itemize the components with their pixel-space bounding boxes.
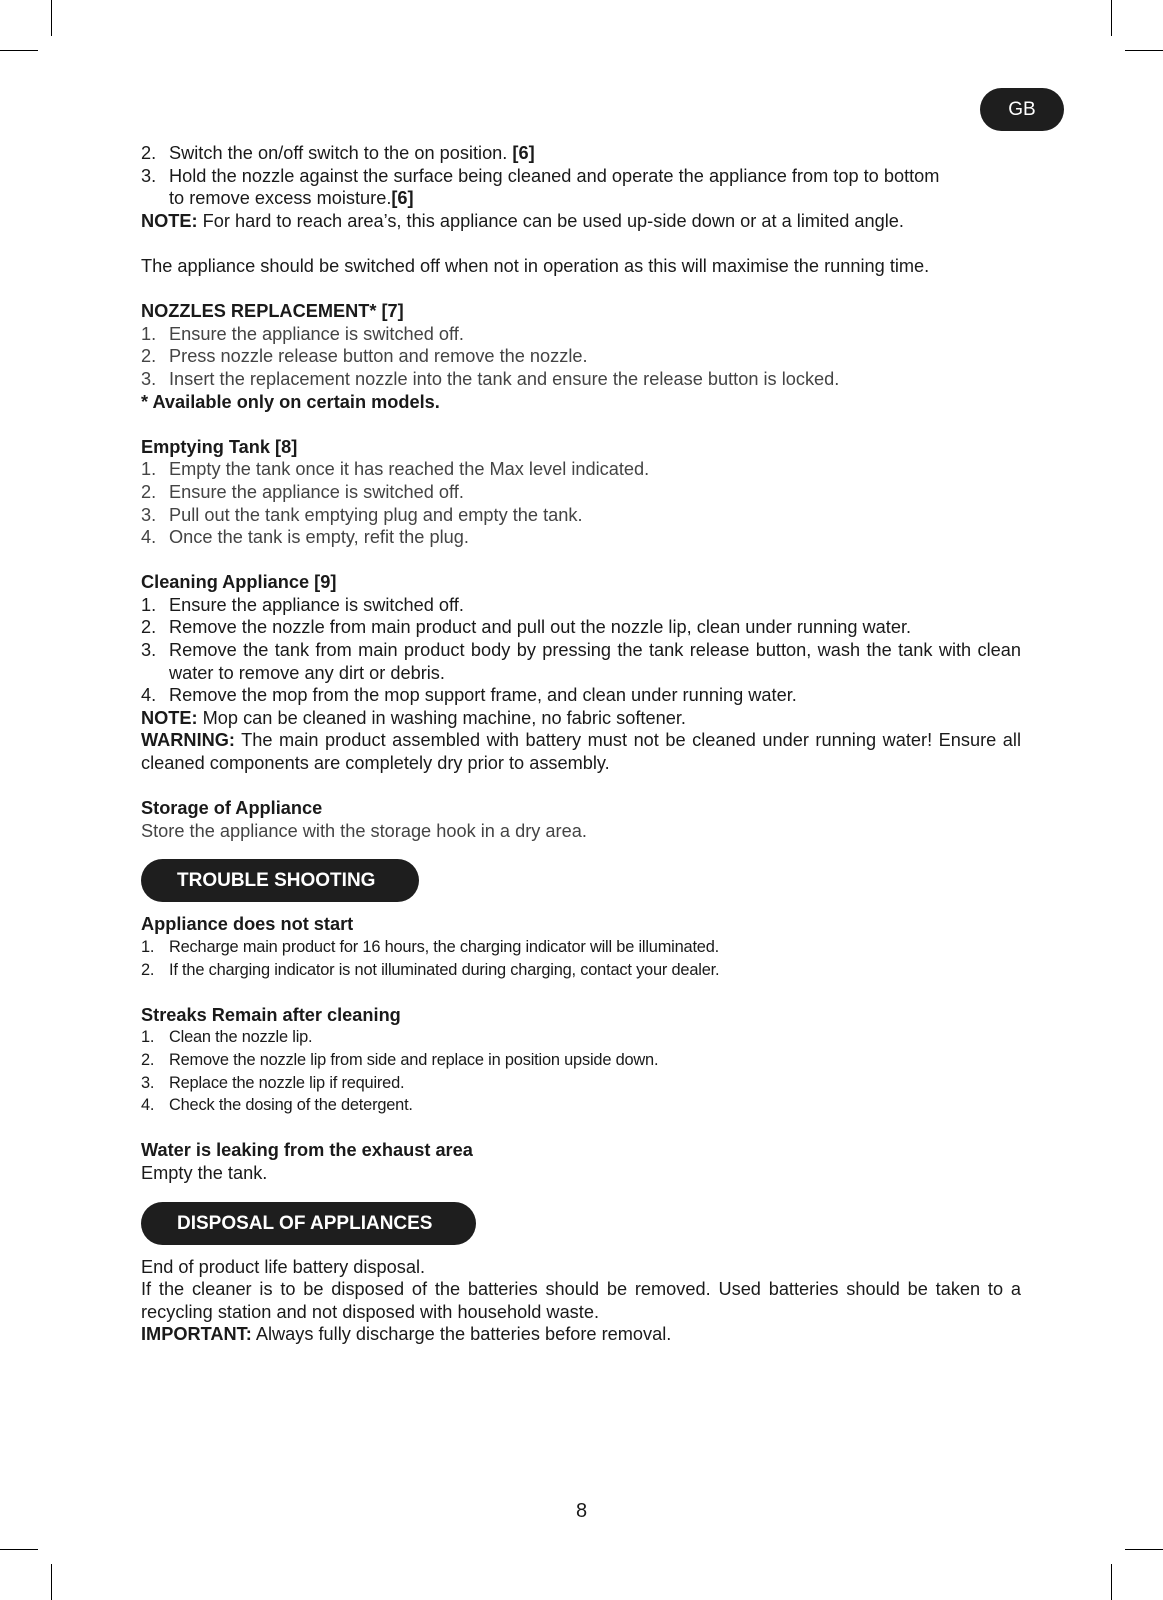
crop-mark — [0, 1549, 38, 1550]
crop-mark — [0, 50, 38, 51]
list-item: 3. Remove the tank from main product body by pressing the tank release button, wash the tank with clean water to remove any dirt or debris. — [141, 640, 1021, 683]
warning-text: The main product assembled with battery must not be cleaned under running water! Ensure all cleaned components are completely dry prior to assembly. — [141, 730, 1021, 774]
section-heading: Storage of Appliance — [141, 798, 323, 819]
list-item: 3. Replace the nozzle lip if required. — [141, 1073, 405, 1092]
list-item: 2. Remove the nozzle from main product and pull out the nozzle lip, clean under running water. — [141, 617, 912, 638]
note-label: NOTE: — [141, 210, 198, 231]
list-item: 1. Empty the tank once it has reached the Max level indicated. — [141, 459, 650, 480]
storage-text: Store the appliance with the storage hook in a dry area. — [141, 820, 587, 841]
warning-paragraph — [141, 729, 1021, 774]
step-text: Hold the nozzle against the surface being cleaned and operate the appliance from top to bottom — [169, 165, 940, 186]
page-number: 8 — [575, 1500, 588, 1522]
section-heading: NOZZLES REPLACEMENT* [7] — [141, 301, 404, 322]
important-label: IMPORTANT: — [141, 1324, 252, 1345]
crop-mark — [1111, 0, 1112, 36]
list-item: 2. If the charging indicator is not illuminated during charging, contact your dealer. — [141, 960, 720, 979]
disposal-line: End of product life battery disposal. — [141, 1256, 426, 1277]
step-text: Switch the on/off switch to the on position. — [169, 143, 513, 163]
note-text: For hard to reach area’s, this appliance can be used up-side down or at a limited angle. — [197, 210, 904, 231]
section-banner-trouble-shooting: TROUBLE SHOOTING — [141, 859, 419, 902]
list-item: 2. Press nozzle release button and remove the nozzle. — [141, 346, 588, 367]
subsection-heading: Streaks Remain after cleaning — [141, 1004, 401, 1025]
list-item: 2. Switch the on/off switch to the on position. [6] — [141, 143, 535, 163]
crop-mark — [51, 0, 52, 36]
important-text: Always fully discharge the batteries before removal. — [251, 1324, 672, 1345]
list-item: 4. Remove the mop from the mop support frame, and clean under running water. — [141, 685, 797, 706]
important-paragraph — [141, 1323, 1021, 1346]
warning-label: WARNING: — [141, 730, 235, 751]
list-item: 1. Ensure the appliance is switched off. — [141, 323, 464, 344]
figure-ref: [6] — [512, 143, 535, 163]
disposal-paragraph: If the cleaner is to be disposed of the batteries should be removed. Used batteries should be taken to a recycling station and not disposed with household waste. — [141, 1279, 1021, 1322]
crop-mark — [1125, 50, 1163, 51]
subsection-heading: Appliance does not start — [141, 914, 354, 935]
note-text: Mop can be cleaned in washing machine, no fabric softener. — [197, 707, 686, 728]
list-item: 2. Remove the nozzle lip from side and replace in position upside down. — [141, 1050, 659, 1069]
step-text: to remove excess moisture. — [169, 188, 392, 209]
crop-mark — [51, 1564, 52, 1600]
list-item: 1. Clean the nozzle lip. — [141, 1028, 313, 1047]
list-item: 3. Hold the nozzle against the surface being cleaned and operate the appliance from top to bottom to remove excess moisture.[6] — [141, 165, 940, 209]
list-item: 1. Recharge main product for 16 hours, the charging indicator will be illuminated. — [141, 938, 719, 956]
list-item: 1. Ensure the appliance is switched off. — [141, 594, 464, 615]
subsection-heading: Water is leaking from the exhaust area — [141, 1140, 473, 1161]
note-paragraph — [141, 210, 1021, 233]
list-item: 4. Check the dosing of the detergent. — [141, 1096, 413, 1115]
page-content — [141, 142, 1021, 1346]
list-item: 3. Insert the replacement nozzle into the tank and ensure the release button is locked. — [141, 368, 840, 389]
list-item: 4. Once the tank is empty, refit the plug. — [141, 527, 469, 548]
note-paragraph — [141, 707, 1021, 730]
running-time-paragraph: The appliance should be switched off when not in operation as this will maximise the running time. — [141, 255, 930, 276]
section-heading: Cleaning Appliance [9] — [141, 572, 337, 593]
list-item: 3. Pull out the tank emptying plug and empty the tank. — [141, 504, 583, 525]
footnote: * Available only on certain models. — [141, 391, 440, 412]
language-badge: GB — [980, 88, 1064, 131]
section-heading: Emptying Tank [8] — [141, 436, 298, 457]
figure-ref: [6] — [391, 188, 414, 209]
list-item: 2. Ensure the appliance is switched off. — [141, 481, 464, 502]
leaking-text: Empty the tank. — [141, 1162, 268, 1183]
note-label: NOTE: — [141, 707, 198, 728]
crop-mark — [1125, 1549, 1163, 1550]
crop-mark — [1111, 1564, 1112, 1600]
section-banner-disposal: DISPOSAL OF APPLIANCES — [141, 1202, 476, 1245]
